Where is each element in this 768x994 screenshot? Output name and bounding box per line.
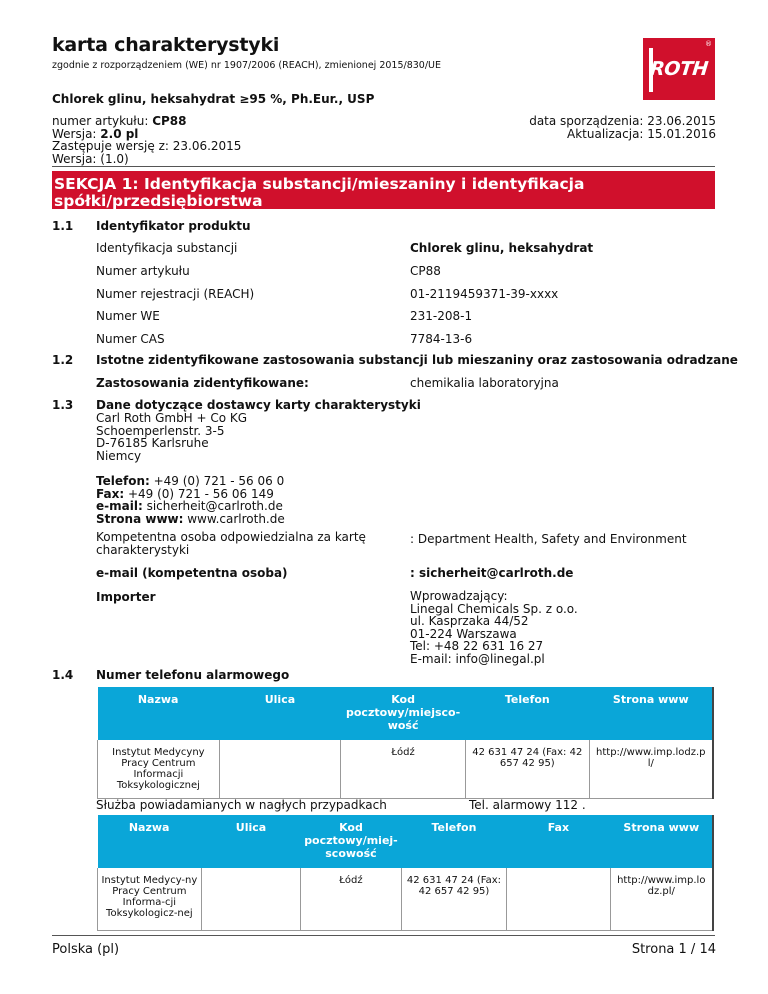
section-1-heading <box>52 171 715 209</box>
logo-text: ROTH <box>649 58 709 80</box>
phone-label: Telefon: <box>96 474 150 488</box>
supplier-contact <box>96 475 285 525</box>
subsection-title: Numer telefonu alarmowego <box>96 668 290 682</box>
emergency-service-label: Służba powiadamianych w nagłych przypadkach <box>96 798 387 812</box>
column-header: Fax <box>507 815 610 868</box>
phone-value: +49 (0) 721 - 56 06 0 <box>149 474 285 488</box>
row-value: 7784-13-6 <box>410 332 473 346</box>
competent-label-line: Kompetentna osoba odpowiedzialna za kartę <box>96 530 366 544</box>
subsection-number: 1.3 <box>52 398 74 412</box>
document-subtitle: zgodnie z rozporządzeniem (WE) nr 1907/2006 (REACH), zmienionej 2015/830/UE <box>52 60 441 71</box>
replaces-version: Wersja: (1.0) <box>52 151 129 166</box>
header-divider <box>52 166 715 167</box>
section-title-line-2: spółki/przedsiębiorstwa <box>54 192 263 210</box>
table-cell <box>219 740 340 799</box>
roth-logo <box>643 38 715 100</box>
table-header-row <box>98 815 714 868</box>
address-line: Carl Roth GmbH + Co KG <box>96 411 248 425</box>
table-cell: Łódź <box>301 868 402 930</box>
subsection-title: Istotne zidentyfikowane zastosowania substancji lub mieszaniny oraz zastosowania odradzane <box>96 353 738 367</box>
table-cell: 42 631 47 24 (Fax: 42 657 42 95) <box>401 868 507 930</box>
row-label: Numer WE <box>96 309 160 323</box>
subsection-number: 1.4 <box>52 668 74 682</box>
supplier-address <box>96 412 247 462</box>
subsection-title: Dane dotyczące dostawcy karty charakterystyki <box>96 398 421 412</box>
table-cell: Łódź <box>341 740 466 799</box>
importer-details <box>410 590 578 665</box>
table-row <box>98 740 714 799</box>
column-header: Ulica <box>219 687 340 740</box>
competent-person-label <box>96 531 366 556</box>
subsection-number: 1.1 <box>52 219 74 233</box>
competent-email-label: e-mail (kompetentna osoba) <box>96 566 288 580</box>
document-title: karta charakterystyki <box>52 34 280 56</box>
row-label: Numer artykułu <box>96 264 190 278</box>
version-value: 2.0 pl <box>100 126 139 141</box>
competent-label-line: charakterystyki <box>96 542 190 557</box>
article-value: CP88 <box>152 114 187 128</box>
logo-registered-mark: ® <box>705 40 712 48</box>
row-value: chemikalia laboratoryjna <box>410 376 559 390</box>
website-link[interactable]: www.carlroth.de <box>183 511 285 526</box>
table-cell: Instytut Medycy-ny Pracy Centrum Informa-cji Toksykologicz-nej <box>98 868 202 930</box>
importer-line: Wprowadzający: <box>410 589 508 603</box>
fax-label: Fax: <box>96 486 125 501</box>
footer-language: Polska (pl) <box>52 942 120 957</box>
column-header: Nazwa <box>98 687 220 740</box>
www-label: Strona www: <box>96 511 184 526</box>
footer-page-number: Strona 1 / 14 <box>631 942 716 957</box>
footer-divider <box>52 935 715 936</box>
row-value: CP88 <box>410 264 441 278</box>
table-cell <box>507 868 610 930</box>
row-value: 01-2119459371-39-xxxx <box>410 287 559 301</box>
emergency-table-1 <box>97 687 714 799</box>
row-label: Zastosowania zidentyfikowane: <box>96 376 309 390</box>
email-label: e-mail: <box>96 499 143 513</box>
table-cell: 42 631 47 24 (Fax: 42 657 42 95) <box>466 740 589 799</box>
importer-label: Importer <box>96 590 156 604</box>
importer-line: Linegal Chemicals Sp. z o.o. <box>410 601 578 616</box>
address-line: D-76185 Karlsruhe <box>96 436 209 450</box>
table-row <box>98 868 714 930</box>
replaces-text: Zastępuje wersję z: 23.06.2015 <box>52 139 242 153</box>
competent-person-value: : Department Health, Safety and Environment <box>410 532 687 546</box>
meta-left <box>52 115 241 165</box>
column-header: Telefon <box>466 687 589 740</box>
importer-line: ul. Kasprzaka 44/52 <box>410 614 529 628</box>
subsection-title: Identyfikator produktu <box>96 219 251 233</box>
row-label: Identyfikacja substancji <box>96 241 238 255</box>
table-cell-link[interactable]: http://www.imp.lodz.p l/ <box>589 740 713 799</box>
table-cell-link[interactable]: http://www.imp.lo dz.pl/ <box>610 868 713 930</box>
row-value: 231-208-1 <box>410 309 473 323</box>
product-name: Chlorek glinu, heksahydrat ≥95 %, Ph.Eur., USP <box>52 92 375 106</box>
row-label: Numer CAS <box>96 332 165 346</box>
version-label: Wersja: <box>52 126 101 141</box>
column-header: Ulica <box>201 815 300 868</box>
subsection-number: 1.2 <box>52 353 74 367</box>
importer-line: E-mail: info@linegal.pl <box>410 651 545 666</box>
table-cell: Instytut Medycyny Pracy Centrum Informacji Toksykologicznej <box>98 740 220 799</box>
section-title-line-1: SEKCJA 1: Identyfikacja substancji/mieszaniny i identyfikacja <box>54 175 585 193</box>
competent-email-value[interactable]: : sicherheit@carlroth.de <box>410 566 574 580</box>
importer-line: 01-224 Warszawa <box>410 626 517 641</box>
row-value: Chlorek glinu, heksahydrat <box>410 241 594 255</box>
table-header-row <box>98 687 714 740</box>
address-line: Schoemperlenstr. 3-5 <box>96 423 225 438</box>
address-line: Niemcy <box>96 448 142 463</box>
table-cell <box>201 868 300 930</box>
column-header: Nazwa <box>98 815 202 868</box>
meta-right <box>529 115 716 140</box>
importer-line: Tel: +48 22 631 16 27 <box>410 639 544 653</box>
created-date: data sporządzenia: 23.06.2015 <box>529 114 716 128</box>
row-label: Numer rejestracji (REACH) <box>96 287 255 301</box>
column-header: Telefon <box>401 815 507 868</box>
column-header: Kod pocztowy/miejsco-wość <box>341 687 466 740</box>
email-link[interactable]: sicherheit@carlroth.de <box>142 499 283 513</box>
column-header: Kod pocztowy/miej-scowość <box>301 815 402 868</box>
updated-date: Aktualizacja: 15.01.2016 <box>567 126 716 141</box>
fax-value: +49 (0) 721 - 56 06 149 <box>124 486 274 501</box>
emergency-service-value: Tel. alarmowy 112 . <box>469 798 586 812</box>
column-header: Strona www <box>610 815 713 868</box>
column-header: Strona www <box>589 687 713 740</box>
article-label: numer artykułu: <box>52 114 153 128</box>
emergency-table-2 <box>97 815 714 931</box>
